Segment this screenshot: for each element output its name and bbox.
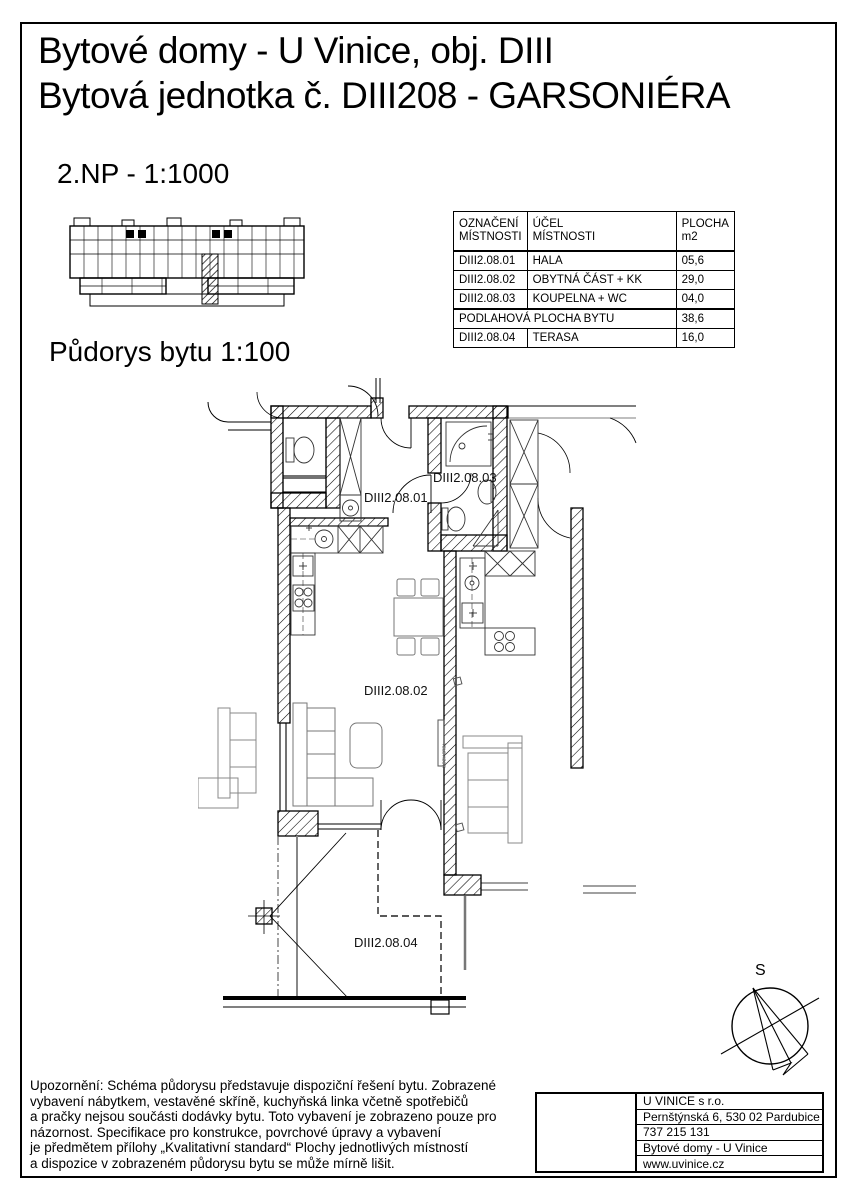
table-row: DIII2.08.03 KOUPELNA + WC 04,0 [454, 290, 735, 310]
neighbour-wardrobe [510, 420, 538, 548]
title-line2: Bytová jednotka č. DIII208 - GARSONIÉRA [38, 75, 731, 116]
north-compass [715, 958, 825, 1080]
room-label-hall: DIII2.08.01 [364, 490, 428, 505]
title-block [535, 1092, 824, 1173]
neighbour-furniture [198, 708, 522, 843]
project-name: Bytové domy - U Vinice [637, 1141, 822, 1157]
header-purpose: ÚČEL [532, 218, 564, 230]
rooms-table [453, 211, 735, 348]
hall-fixtures [340, 418, 361, 521]
table-row: DIII2.08.02 OBYTNÁ ČÁST + KK 29,0 [454, 271, 735, 290]
living-furniture [293, 677, 464, 832]
table-row: DIII2.08.04 TERASA 16,0 [454, 329, 735, 348]
terrace [223, 830, 636, 1014]
sheet-title [38, 28, 730, 118]
compass-needle [721, 988, 819, 1075]
neighbour-kitchen [460, 551, 535, 655]
company-name: U VINICE s r.o. [637, 1094, 822, 1110]
dining-set [394, 579, 443, 655]
building-overview-drawing [62, 206, 312, 314]
table-row-total: PODLAHOVÁ PLOCHA BYTU 38,6 [454, 309, 735, 329]
unit-location-marker [202, 254, 218, 304]
rooms-table-header: OZNAČENÍ MÍSTNOSTI ÚČEL MÍSTNOSTI PLOCHA m2 [454, 212, 735, 252]
north-label: S [755, 962, 766, 979]
company-address: Pernštýnská 6, 530 02 Pardubice [637, 1110, 822, 1126]
header-area: PLOCHA [681, 218, 729, 230]
title-block-stamp-cell [537, 1094, 637, 1171]
room-label-bathroom: DIII2.08.03 [433, 470, 497, 485]
title-line1: Bytové domy - U Vinice, obj. DIII [38, 30, 554, 71]
floor-plan-drawing [198, 378, 638, 1078]
company-website: www.uvinice.cz [643, 1156, 725, 1171]
disclaimer-text: Upozornění: Schéma půdorysu představuje dispoziční řešení bytu. Zobrazené vybavení nábytkem, vestavěné skříně, kuchyňská linka včetně spotřebičů a pračky nejsou součásti dodávky bytu. Toto vybavení je zobrazeno pouze pro názornost. Specifikace pro konstrukce, povrchové úpravy a vybavení je předmětem přílohy „Kvalitativní standard“ Plochy jednotlivých místností a dispozice v zobrazeném půdorysu bytu se může mírně lišit. [30, 1078, 497, 1171]
company-phone: 737 215 131 [637, 1125, 822, 1141]
floor-scale-label: 2.NP - 1:1000 [57, 158, 230, 189]
room-label-terrace: DIII2.08.04 [354, 935, 418, 950]
table-row: DIII2.08.01 HALA 05,6 [454, 251, 735, 271]
tv-label: TELEVIZOR [441, 743, 447, 769]
plan-scale-label: Půdorys bytu 1:100 [49, 336, 291, 367]
kitchen-fixtures [291, 525, 383, 635]
header-designation: OZNAČENÍ [459, 218, 519, 230]
wc-fixtures [286, 437, 314, 463]
room-label-living: DIII2.08.02 [364, 683, 428, 698]
